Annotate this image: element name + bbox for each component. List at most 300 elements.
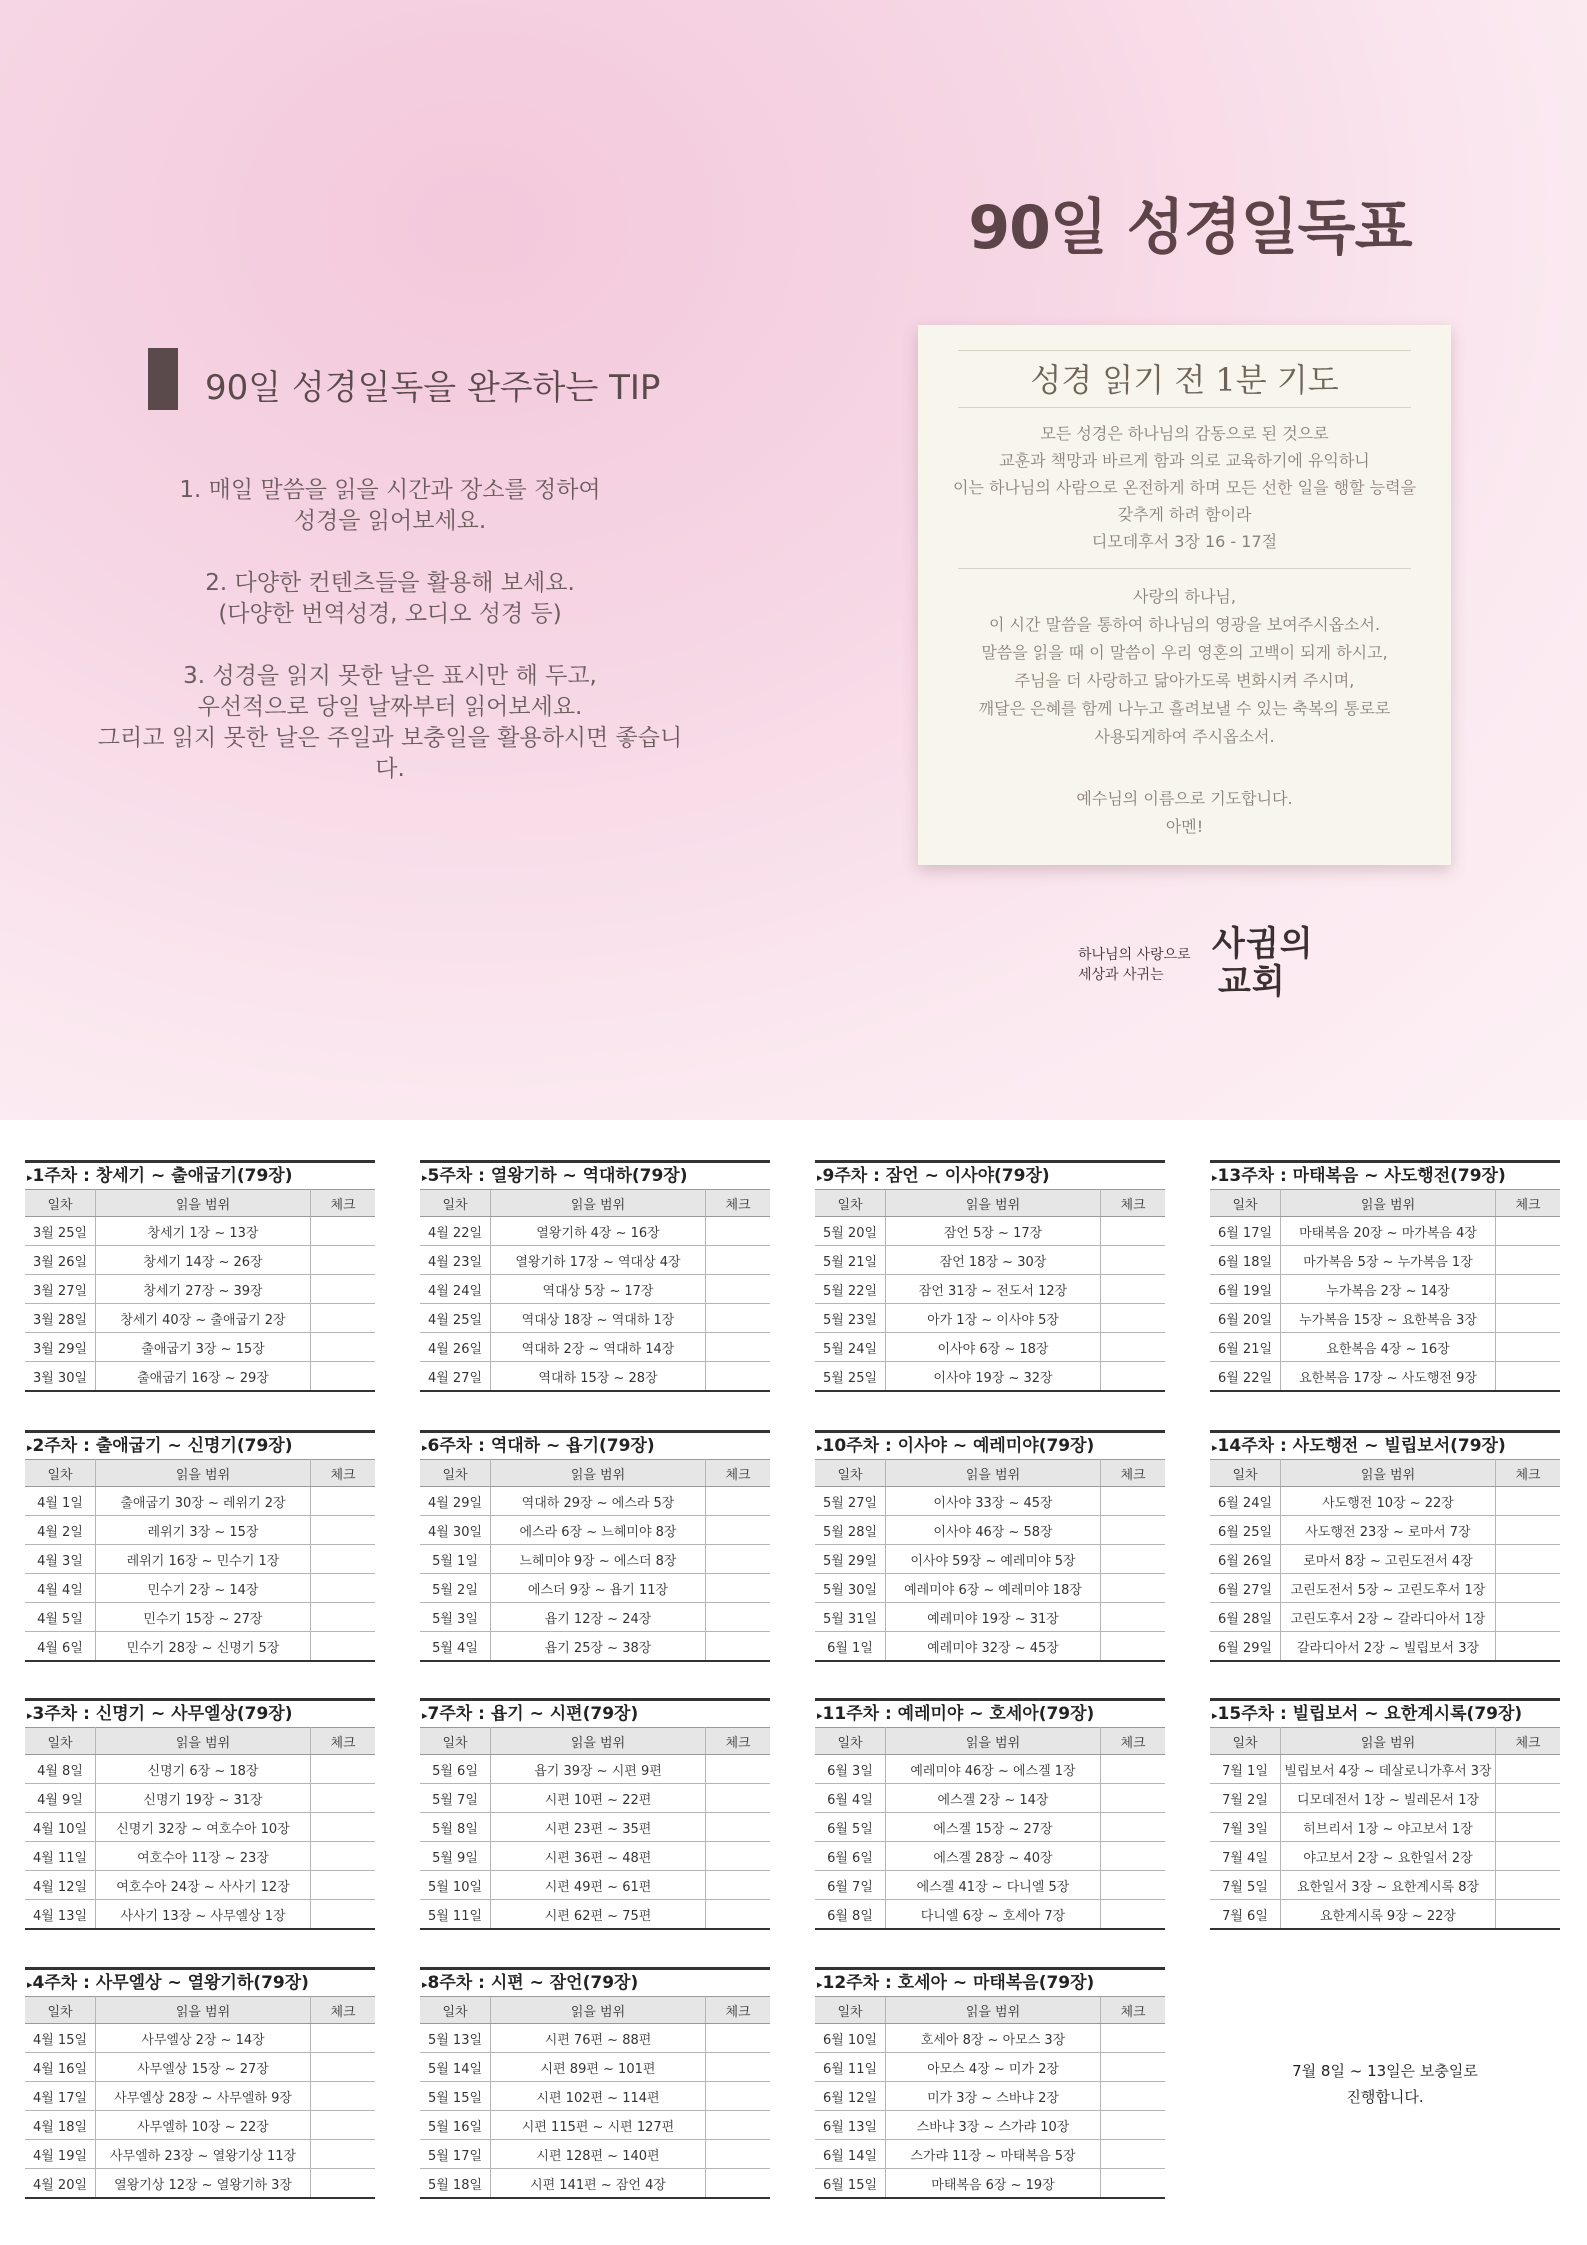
check-cell[interactable]	[1496, 1784, 1561, 1813]
prayer-closing	[938, 785, 1431, 841]
check-cell[interactable]	[1496, 1333, 1561, 1362]
check-cell[interactable]	[706, 1275, 771, 1304]
tip-line: 2. 다양한 컨텐츠들을 활용해 보세요.	[205, 570, 575, 596]
week-title-text: 12주차 : 호세아 ~ 마태복음(79장)	[822, 1973, 1095, 1993]
range-cell: 욥기 25장 ~ 38장	[491, 1632, 706, 1662]
day-cell: 3월 25일	[25, 1217, 96, 1246]
table-row	[25, 1362, 375, 1392]
week-title	[815, 1967, 1165, 1996]
column-header-range: 읽을 범위	[491, 1460, 706, 1487]
check-cell[interactable]	[311, 1487, 376, 1516]
tip-item	[90, 475, 690, 537]
check-cell[interactable]	[1496, 1603, 1561, 1632]
page-title: 90일 성경일독표	[968, 193, 1412, 263]
tip-title: 90일 성경일독을 완주하는 TIP	[205, 368, 661, 408]
range-cell: 민수기 15장 ~ 27장	[96, 1603, 311, 1632]
check-cell[interactable]	[1101, 1487, 1166, 1516]
check-cell[interactable]	[1496, 1362, 1561, 1392]
bullet-icon: ▸	[817, 1709, 823, 1722]
schedule-table	[25, 1727, 375, 1930]
table-row	[25, 1333, 375, 1362]
range-cell: 역대하 29장 ~ 에스라 5장	[491, 1487, 706, 1516]
tagline-line: 하나님의 사랑으로	[1078, 947, 1191, 963]
bullet-icon: ▸	[422, 1441, 428, 1454]
day-cell: 7월 5일	[1210, 1871, 1281, 1900]
table-row	[1210, 1842, 1560, 1871]
table-header-row	[25, 1997, 375, 2024]
check-cell[interactable]	[311, 1900, 376, 1930]
week-table	[420, 1160, 770, 1392]
range-cell: 여호수아 24장 ~ 사사기 12장	[96, 1871, 311, 1900]
column-header-check: 체크	[311, 1728, 376, 1755]
table-row	[25, 2111, 375, 2140]
day-cell: 4월 13일	[25, 1900, 96, 1930]
column-header-check: 체크	[706, 1728, 771, 1755]
week-title	[25, 1160, 375, 1189]
check-cell[interactable]	[311, 1362, 376, 1392]
table-row	[815, 2169, 1165, 2199]
range-cell: 스바냐 3장 ~ 스가랴 10장	[886, 2111, 1101, 2140]
check-cell[interactable]	[311, 1813, 376, 1842]
column-header-date: 일차	[420, 1728, 491, 1755]
day-cell: 4월 4일	[25, 1574, 96, 1603]
table-row	[815, 2140, 1165, 2169]
day-cell: 5월 25일	[815, 1362, 886, 1392]
check-cell[interactable]	[1101, 1842, 1166, 1871]
day-cell: 6월 13일	[815, 2111, 886, 2140]
table-row	[420, 1813, 770, 1842]
day-cell: 5월 23일	[815, 1304, 886, 1333]
check-cell[interactable]	[706, 1217, 771, 1246]
range-cell: 역대하 15장 ~ 28장	[491, 1362, 706, 1392]
range-cell: 이사야 59장 ~ 예레미야 5장	[886, 1545, 1101, 1574]
week-title	[815, 1698, 1165, 1727]
verse-line: 교훈과 책망과 바르게 함과 의로 교육하기에 유익하니	[999, 451, 1370, 470]
check-cell[interactable]	[1496, 1246, 1561, 1275]
check-cell[interactable]	[311, 1246, 376, 1275]
day-cell: 6월 26일	[1210, 1545, 1281, 1574]
prayer-closing-line: 예수님의 이름으로 기도합니다.	[1076, 789, 1293, 808]
check-cell[interactable]	[706, 1784, 771, 1813]
check-cell[interactable]	[1496, 1842, 1561, 1871]
check-cell[interactable]	[1101, 1784, 1166, 1813]
note-line: 7월 8일 ~ 13일은 보충일로	[1292, 2062, 1478, 2080]
check-cell[interactable]	[1101, 1217, 1166, 1246]
table-row	[25, 1217, 375, 1246]
check-cell[interactable]	[706, 1755, 771, 1784]
table-header-row	[25, 1190, 375, 1217]
check-cell[interactable]	[1496, 1813, 1561, 1842]
prayer-title: 성경 읽기 전 1분 기도	[1030, 361, 1339, 399]
tip-list	[90, 475, 690, 816]
day-cell: 5월 20일	[815, 1217, 886, 1246]
week-table	[1210, 1430, 1560, 1662]
week-table	[25, 1160, 375, 1392]
table-row	[420, 1275, 770, 1304]
check-cell[interactable]	[1496, 1275, 1561, 1304]
verse-line: 디모데후서 3장 16 - 17절	[1091, 532, 1278, 551]
range-cell: 스가랴 11장 ~ 마태복음 5장	[886, 2140, 1101, 2169]
check-cell[interactable]	[1496, 1545, 1561, 1574]
table-header-row	[815, 1997, 1165, 2024]
day-cell: 5월 9일	[420, 1842, 491, 1871]
column-header-check: 체크	[706, 1190, 771, 1217]
prayer-verse	[938, 420, 1431, 555]
tip-line: 1. 매일 말씀을 읽을 시간과 장소를 정하여	[179, 477, 601, 503]
column-header-date: 일차	[25, 1190, 96, 1217]
week-table	[815, 1967, 1165, 2199]
column-header-date: 일차	[420, 1460, 491, 1487]
table-row	[420, 2140, 770, 2169]
check-cell[interactable]	[1496, 1487, 1561, 1516]
check-cell[interactable]	[706, 1871, 771, 1900]
week-title	[1210, 1430, 1560, 1459]
range-cell: 이사야 19장 ~ 32장	[886, 1362, 1101, 1392]
check-cell[interactable]	[706, 1246, 771, 1275]
check-cell[interactable]	[706, 2140, 771, 2169]
range-cell: 신명기 32장 ~ 여호수아 10장	[96, 1813, 311, 1842]
check-cell[interactable]	[1101, 2140, 1166, 2169]
day-cell: 5월 7일	[420, 1784, 491, 1813]
range-cell: 미가 3장 ~ 스바냐 2장	[886, 2082, 1101, 2111]
day-cell: 3월 29일	[25, 1333, 96, 1362]
day-cell: 5월 29일	[815, 1545, 886, 1574]
bullet-icon: ▸	[27, 1441, 33, 1454]
check-cell[interactable]	[1101, 1304, 1166, 1333]
range-cell: 예레미야 32장 ~ 45장	[886, 1632, 1101, 1662]
check-cell[interactable]	[706, 1632, 771, 1662]
table-row	[815, 1900, 1165, 1930]
check-cell[interactable]	[706, 1516, 771, 1545]
day-cell: 3월 30일	[25, 1362, 96, 1392]
range-cell: 요한계시록 9장 ~ 22장	[1281, 1900, 1496, 1930]
check-cell[interactable]	[1101, 2169, 1166, 2199]
range-cell: 이사야 46장 ~ 58장	[886, 1516, 1101, 1545]
check-cell[interactable]	[311, 1603, 376, 1632]
check-cell[interactable]	[311, 1333, 376, 1362]
range-cell: 요한일서 3장 ~ 요한계시록 8장	[1281, 1871, 1496, 1900]
table-row	[420, 1545, 770, 1574]
range-cell: 레위기 3장 ~ 15장	[96, 1516, 311, 1545]
check-cell[interactable]	[1101, 1333, 1166, 1362]
day-cell: 6월 25일	[1210, 1516, 1281, 1545]
range-cell: 시편 49편 ~ 61편	[491, 1871, 706, 1900]
week-title-text: 8주차 : 시편 ~ 잠언(79장)	[427, 1973, 639, 1993]
check-cell[interactable]	[311, 1632, 376, 1662]
table-row	[1210, 1632, 1560, 1662]
check-cell[interactable]	[1496, 1755, 1561, 1784]
range-cell: 요한복음 4장 ~ 16장	[1281, 1333, 1496, 1362]
day-cell: 6월 3일	[815, 1755, 886, 1784]
table-row	[420, 1217, 770, 1246]
check-cell[interactable]	[311, 1842, 376, 1871]
range-cell: 열왕기하 4장 ~ 16장	[491, 1217, 706, 1246]
check-cell[interactable]	[1496, 1304, 1561, 1333]
column-header-check: 체크	[1101, 1728, 1166, 1755]
schedule-table	[420, 1996, 770, 2199]
day-cell: 5월 28일	[815, 1516, 886, 1545]
check-cell[interactable]	[1101, 1603, 1166, 1632]
column-header-check: 체크	[706, 1460, 771, 1487]
divider	[958, 568, 1411, 569]
check-cell[interactable]	[1101, 1900, 1166, 1930]
check-cell[interactable]	[1496, 1574, 1561, 1603]
check-cell[interactable]	[311, 1217, 376, 1246]
column-header-range: 읽을 범위	[1281, 1460, 1496, 1487]
range-cell: 예레미야 6장 ~ 예레미야 18장	[886, 1574, 1101, 1603]
bullet-icon: ▸	[422, 1709, 428, 1722]
week-title-text: 5주차 : 열왕기하 ~ 역대하(79장)	[427, 1166, 688, 1186]
check-cell[interactable]	[311, 1275, 376, 1304]
range-cell: 다니엘 6장 ~ 호세아 7장	[886, 1900, 1101, 1930]
check-cell[interactable]	[1101, 1632, 1166, 1662]
range-cell: 열왕기상 12장 ~ 열왕기하 3장	[96, 2169, 311, 2199]
check-cell[interactable]	[706, 1603, 771, 1632]
column-header-range: 읽을 범위	[96, 1728, 311, 1755]
check-cell[interactable]	[311, 1304, 376, 1333]
table-row	[815, 1755, 1165, 1784]
check-cell[interactable]	[311, 2053, 376, 2082]
check-cell[interactable]	[1101, 1275, 1166, 1304]
column-header-date: 일차	[25, 1997, 96, 2024]
table-row	[420, 1842, 770, 1871]
day-cell: 5월 18일	[420, 2169, 491, 2199]
table-row	[1210, 1333, 1560, 1362]
table-row	[1210, 1246, 1560, 1275]
schedule-table	[1210, 1727, 1560, 1930]
table-row	[1210, 1900, 1560, 1930]
check-cell[interactable]	[311, 1784, 376, 1813]
check-cell[interactable]	[706, 1362, 771, 1392]
day-cell: 4월 6일	[25, 1632, 96, 1662]
table-row	[420, 1574, 770, 1603]
range-cell: 출애굽기 16장 ~ 29장	[96, 1362, 311, 1392]
day-cell: 4월 1일	[25, 1487, 96, 1516]
bullet-icon: ▸	[422, 1978, 428, 1991]
table-row	[815, 1304, 1165, 1333]
week-title-text: 2주차 : 출애굽기 ~ 신명기(79장)	[32, 1436, 293, 1456]
table-row	[815, 1784, 1165, 1813]
prayer-body	[938, 583, 1431, 751]
range-cell: 창세기 40장 ~ 출애굽기 2장	[96, 1304, 311, 1333]
check-cell[interactable]	[706, 1842, 771, 1871]
prayer-closing-line: 아멘!	[1165, 817, 1204, 836]
range-cell: 민수기 2장 ~ 14장	[96, 1574, 311, 1603]
table-row	[25, 2082, 375, 2111]
day-cell: 6월 6일	[815, 1842, 886, 1871]
week-title-text: 3주차 : 신명기 ~ 사무엘상(79장)	[32, 1704, 293, 1724]
day-cell: 7월 4일	[1210, 1842, 1281, 1871]
check-cell[interactable]	[1101, 1246, 1166, 1275]
table-row	[420, 2082, 770, 2111]
check-cell[interactable]	[311, 1545, 376, 1574]
table-row	[815, 1362, 1165, 1392]
table-row	[25, 1545, 375, 1574]
day-cell: 5월 4일	[420, 1632, 491, 1662]
week-title	[25, 1967, 375, 1996]
check-cell[interactable]	[311, 1574, 376, 1603]
range-cell: 사도행전 10장 ~ 22장	[1281, 1487, 1496, 1516]
week-table	[815, 1430, 1165, 1662]
check-cell[interactable]	[1101, 1755, 1166, 1784]
column-header-check: 체크	[311, 1997, 376, 2024]
range-cell: 마가복음 5장 ~ 누가복음 1장	[1281, 1246, 1496, 1275]
range-cell: 요한복음 17장 ~ 사도행전 9장	[1281, 1362, 1496, 1392]
table-row	[420, 1603, 770, 1632]
week-title-text: 1주차 : 창세기 ~ 출애굽기(79장)	[32, 1166, 293, 1186]
check-cell[interactable]	[1101, 1813, 1166, 1842]
tip-accent-bar	[148, 348, 178, 410]
bullet-icon: ▸	[27, 1709, 33, 1722]
check-cell[interactable]	[311, 2111, 376, 2140]
check-cell[interactable]	[1101, 1362, 1166, 1392]
check-cell[interactable]	[706, 2169, 771, 2199]
supplement-note	[1210, 2058, 1560, 2110]
day-cell: 5월 24일	[815, 1333, 886, 1362]
range-cell: 에스더 9장 ~ 욥기 11장	[491, 1574, 706, 1603]
check-cell[interactable]	[311, 2024, 376, 2053]
check-cell[interactable]	[1496, 1900, 1561, 1930]
range-cell: 역대상 5장 ~ 17장	[491, 1275, 706, 1304]
check-cell[interactable]	[1101, 2111, 1166, 2140]
table-header-row	[420, 1190, 770, 1217]
schedule-table	[1210, 1459, 1560, 1662]
range-cell: 시편 62편 ~ 75편	[491, 1900, 706, 1930]
check-cell[interactable]	[706, 1900, 771, 1930]
check-cell[interactable]	[706, 1487, 771, 1516]
check-cell[interactable]	[1496, 1217, 1561, 1246]
week-table	[420, 1430, 770, 1662]
check-cell[interactable]	[706, 1813, 771, 1842]
range-cell: 마태복음 20장 ~ 마가복음 4장	[1281, 1217, 1496, 1246]
column-header-range: 읽을 범위	[491, 1997, 706, 2024]
column-header-check: 체크	[311, 1190, 376, 1217]
column-header-range: 읽을 범위	[491, 1728, 706, 1755]
check-cell[interactable]	[1101, 2082, 1166, 2111]
day-cell: 4월 2일	[25, 1516, 96, 1545]
table-header-row	[420, 1460, 770, 1487]
church-logo	[1212, 925, 1314, 1001]
check-cell[interactable]	[1101, 1871, 1166, 1900]
check-cell[interactable]	[706, 1333, 771, 1362]
check-cell[interactable]	[1496, 1871, 1561, 1900]
schedule-table	[815, 1727, 1165, 1930]
check-cell[interactable]	[706, 2111, 771, 2140]
column-header-date: 일차	[815, 1728, 886, 1755]
tip-item	[90, 661, 690, 785]
check-cell[interactable]	[1101, 1516, 1166, 1545]
range-cell: 욥기 39장 ~ 시편 9편	[491, 1755, 706, 1784]
bullet-icon: ▸	[1212, 1171, 1218, 1184]
check-cell[interactable]	[1496, 1632, 1561, 1662]
check-cell[interactable]	[311, 2169, 376, 2199]
check-cell[interactable]	[706, 1545, 771, 1574]
day-cell: 5월 2일	[420, 1574, 491, 1603]
check-cell[interactable]	[706, 2082, 771, 2111]
check-cell[interactable]	[706, 2024, 771, 2053]
prayer-line: 깨달은 은혜를 함께 나누고 흘려보낼 수 있는 축복의 통로로	[978, 699, 1391, 718]
day-cell: 6월 24일	[1210, 1487, 1281, 1516]
table-row	[420, 2169, 770, 2199]
range-cell: 시편 36편 ~ 48편	[491, 1842, 706, 1871]
week-title-text: 9주차 : 잠언 ~ 이사야(79장)	[822, 1166, 1050, 1186]
range-cell: 시편 76편 ~ 88편	[491, 2024, 706, 2053]
table-row	[420, 1516, 770, 1545]
table-row	[1210, 1545, 1560, 1574]
table-row	[420, 2024, 770, 2053]
schedule-table	[420, 1189, 770, 1392]
range-cell: 사무엘상 28장 ~ 사무엘하 9장	[96, 2082, 311, 2111]
prayer-line: 주님을 더 사랑하고 닮아가도록 변화시켜 주시며,	[1014, 671, 1355, 690]
check-cell[interactable]	[311, 2140, 376, 2169]
week-table	[420, 1698, 770, 1930]
table-header-row	[815, 1460, 1165, 1487]
day-cell: 5월 31일	[815, 1603, 886, 1632]
day-cell: 4월 16일	[25, 2053, 96, 2082]
column-header-date: 일차	[815, 1997, 886, 2024]
check-cell[interactable]	[311, 1755, 376, 1784]
check-cell[interactable]	[706, 1304, 771, 1333]
range-cell: 에스겔 28장 ~ 40장	[886, 1842, 1101, 1871]
check-cell[interactable]	[1496, 1516, 1561, 1545]
table-row	[25, 1871, 375, 1900]
day-cell: 4월 8일	[25, 1755, 96, 1784]
table-row	[815, 1333, 1165, 1362]
day-cell: 6월 10일	[815, 2024, 886, 2053]
check-cell[interactable]	[311, 2082, 376, 2111]
range-cell: 열왕기하 17장 ~ 역대상 4장	[491, 1246, 706, 1275]
range-cell: 욥기 12장 ~ 24장	[491, 1603, 706, 1632]
table-row	[1210, 1784, 1560, 1813]
prayer-line: 말씀을 읽을 때 이 말씀이 우리 영혼의 고백이 되게 하시고,	[981, 643, 1388, 662]
range-cell: 시편 89편 ~ 101편	[491, 2053, 706, 2082]
week-table	[25, 1430, 375, 1662]
check-cell[interactable]	[1101, 2053, 1166, 2082]
range-cell: 에스겔 41장 ~ 다니엘 5장	[886, 1871, 1101, 1900]
schedule-table	[25, 1459, 375, 1662]
table-row	[1210, 1516, 1560, 1545]
check-cell[interactable]	[311, 1871, 376, 1900]
day-cell: 6월 19일	[1210, 1275, 1281, 1304]
day-cell: 5월 13일	[420, 2024, 491, 2053]
check-cell[interactable]	[706, 2053, 771, 2082]
table-row	[420, 1487, 770, 1516]
table-row	[25, 1632, 375, 1662]
day-cell: 4월 24일	[420, 1275, 491, 1304]
table-row	[815, 1603, 1165, 1632]
day-cell: 4월 15일	[25, 2024, 96, 2053]
check-cell[interactable]	[1101, 1545, 1166, 1574]
day-cell: 6월 5일	[815, 1813, 886, 1842]
week-title	[25, 1430, 375, 1459]
check-cell[interactable]	[311, 1516, 376, 1545]
day-cell: 5월 10일	[420, 1871, 491, 1900]
column-header-range: 읽을 범위	[886, 1460, 1101, 1487]
day-cell: 6월 17일	[1210, 1217, 1281, 1246]
range-cell: 사사기 13장 ~ 사무엘상 1장	[96, 1900, 311, 1930]
day-cell: 4월 5일	[25, 1603, 96, 1632]
week-title	[420, 1160, 770, 1189]
table-row	[1210, 1574, 1560, 1603]
table-row	[25, 1574, 375, 1603]
day-cell: 4월 26일	[420, 1333, 491, 1362]
range-cell: 잠언 18장 ~ 30장	[886, 1246, 1101, 1275]
check-cell[interactable]	[1101, 1574, 1166, 1603]
day-cell: 4월 17일	[25, 2082, 96, 2111]
prayer-line: 사용되게하여 주시옵소서.	[1094, 727, 1275, 746]
check-cell[interactable]	[1101, 2024, 1166, 2053]
check-cell[interactable]	[706, 1574, 771, 1603]
